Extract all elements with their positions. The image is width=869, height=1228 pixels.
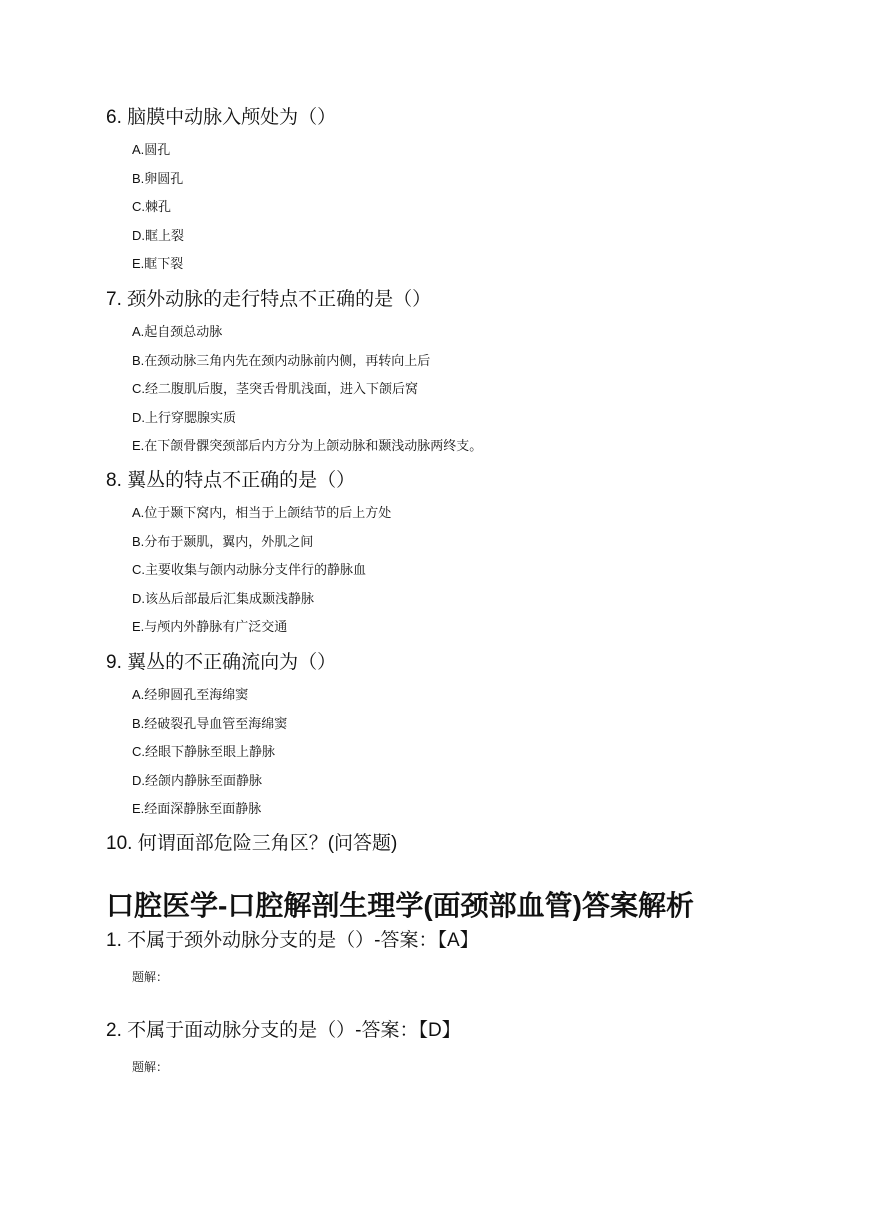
answer-title: 2. 不属于面动脉分支的是（）-答案：【D】 [106,1020,461,1041]
option-d: D.眶上裂 [132,227,185,243]
answer-explanation: 题解： [132,970,169,984]
option-c: C.经二腹肌后腹，茎突舌骨肌浅面，进入下颌后窝 [132,381,419,396]
answer-item-2 [106,1019,826,1075]
question-title: 10. 何谓面部危险三角区？(问答题) [106,833,398,854]
answer-item-1 [106,929,826,985]
question-title: 8. 翼丛的特点不正确的是（） [106,470,356,491]
option-b: B.卵圆孔 [132,170,184,186]
question-10 [106,832,826,856]
option-a: A.圆孔 [132,142,171,157]
option-c: C.经眼下静脉至眼上静脉 [132,744,276,759]
answer-title: 1. 不属于颈外动脉分支的是（）-答案：【A】 [106,930,479,951]
question-6 [106,106,826,285]
question-8 [106,469,826,648]
option-a: A.位于颞下窝内，相当于上颌结节的后上方处 [132,505,392,520]
option-b: B.经破裂孔导血管至海绵窦 [132,715,288,731]
option-c: C.棘孔 [132,199,172,214]
question-title: 9. 翼丛的不正确流向为（） [106,652,337,673]
question-title: 6. 脑膜中动脉入颅处为（） [106,107,337,128]
option-e: E.在下颌骨髁突颈部后内方分为上颌动脉和颞浅动脉两终支。 [132,438,483,453]
option-e: E.经面深静脉至面静脉 [132,801,262,816]
option-b: B.分布于颞肌，翼内，外肌之间 [132,533,314,549]
question-7 [106,288,826,467]
option-c: C.主要收集与颌内动脉分支伴行的静脉血 [132,562,367,577]
option-e: E.与颅内外静脉有广泛交通 [132,619,288,634]
answer-explanation: 题解： [132,1060,169,1074]
option-list [132,142,826,285]
answer-section-heading: 口腔医学-口腔解剖生理学(面颈部血管)答案解析 [106,890,694,921]
option-a: A.起自颈总动脉 [132,324,223,339]
option-e: E.眶下裂 [132,256,184,271]
option-d: D.经颌内静脉至面静脉 [132,772,263,788]
option-list [132,505,826,648]
option-a: A.经卵圆孔至海绵窦 [132,687,249,702]
option-list [132,687,826,830]
option-list [132,324,826,467]
question-title: 7. 颈外动脉的走行特点不正确的是（） [106,289,432,310]
option-d: D.该丛后部最后汇集成颞浅静脉 [132,590,315,606]
option-b: B.在颈动脉三角内先在颈内动脉前内侧，再转向上后 [132,352,431,368]
option-d: D.上行穿腮腺实质 [132,409,237,425]
question-9 [106,651,826,830]
